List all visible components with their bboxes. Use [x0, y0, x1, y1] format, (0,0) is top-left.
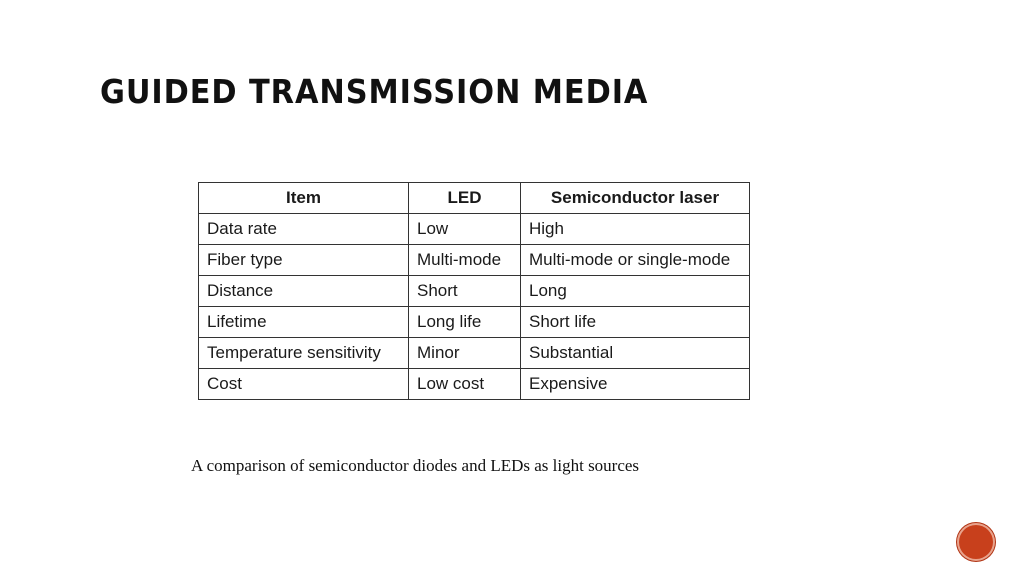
table-row: [199, 276, 750, 307]
table-cell-laser: Substantial: [521, 338, 750, 369]
table-cell-led: Low: [409, 214, 521, 245]
table-cell-item: Cost: [199, 369, 409, 400]
slide-number-badge: [957, 523, 995, 561]
table-cell-led: Short: [409, 276, 521, 307]
table-row: [199, 307, 750, 338]
table-cell-laser: Short life: [521, 307, 750, 338]
table-cell-item: Fiber type: [199, 245, 409, 276]
slide-title: GUIDED TRANSMISSION MEDIA: [100, 72, 649, 111]
table-row: [199, 214, 750, 245]
table-cell-led: Multi-mode: [409, 245, 521, 276]
table-cell-led: Low cost: [409, 369, 521, 400]
table-cell-led: Minor: [409, 338, 521, 369]
table-cell-item: Data rate: [199, 214, 409, 245]
table-cell-laser: High: [521, 214, 750, 245]
header-led: LED: [409, 183, 521, 214]
comparison-table: [198, 182, 750, 400]
table-cell-item: Lifetime: [199, 307, 409, 338]
table-cell-led: Long life: [409, 307, 521, 338]
header-semiconductor-laser: Semiconductor laser: [521, 183, 750, 214]
table-row: [199, 245, 750, 276]
table-cell-laser: Expensive: [521, 369, 750, 400]
table-cell-item: Temperature sensitivity: [199, 338, 409, 369]
header-item: Item: [199, 183, 409, 214]
table-cell-laser: Multi-mode or single-mode: [521, 245, 750, 276]
table-row: [199, 369, 750, 400]
table-cell-laser: Long: [521, 276, 750, 307]
table-cell-item: Distance: [199, 276, 409, 307]
table-header-row: [199, 183, 750, 214]
table-caption: A comparison of semiconductor diodes and LEDs as light sources: [191, 456, 640, 475]
table-row: [199, 338, 750, 369]
